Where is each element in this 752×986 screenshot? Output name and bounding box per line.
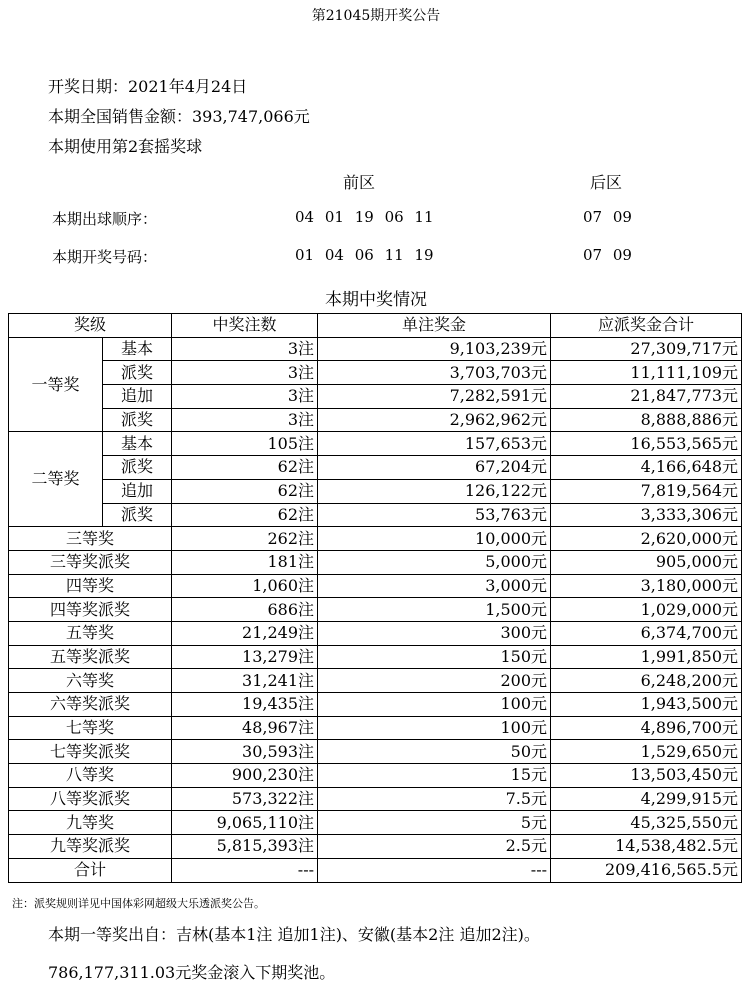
table-row bbox=[9, 764, 742, 788]
total-prize: 7,819,564元 bbox=[551, 479, 742, 503]
prize-level: 九等奖派奖 bbox=[9, 835, 172, 859]
unit-prize: 1,500元 bbox=[318, 598, 551, 622]
table-row bbox=[9, 716, 742, 740]
total-prize: 1,943,500元 bbox=[551, 693, 742, 717]
table-row bbox=[9, 811, 742, 835]
winning-numbers-front: 01 04 06 11 19 bbox=[295, 246, 434, 264]
total-prize: 4,896,700元 bbox=[551, 716, 742, 740]
total-prize: 2,620,000元 bbox=[551, 527, 742, 551]
win-count: 48,967注 bbox=[172, 716, 318, 740]
sub-level: 派奖 bbox=[103, 361, 172, 385]
sub-level: 追加 bbox=[103, 479, 172, 503]
back-zone-header: 后区 bbox=[590, 173, 623, 192]
draw-order-front: 04 01 19 06 11 bbox=[295, 208, 434, 226]
total-prize: 905,000元 bbox=[551, 550, 742, 574]
table-row bbox=[9, 669, 742, 693]
table-total-row bbox=[9, 858, 742, 882]
first-prize-origin: 本期一等奖出自：吉林(基本1注 追加1注)、安徽(基本2注 追加2注)。 bbox=[48, 925, 540, 944]
win-count: 573,322注 bbox=[172, 787, 318, 811]
table-row bbox=[9, 835, 742, 859]
win-count: 3注 bbox=[172, 385, 318, 409]
unit-prize: 2.5元 bbox=[318, 835, 551, 859]
table-row bbox=[9, 645, 742, 669]
prize-level: 三等奖派奖 bbox=[9, 550, 172, 574]
group-second-prize: 二等奖 bbox=[9, 432, 103, 527]
prize-level: 七等奖派奖 bbox=[9, 740, 172, 764]
win-count: 105注 bbox=[172, 432, 318, 456]
table-row bbox=[9, 432, 742, 456]
unit-prize: 3,000元 bbox=[318, 574, 551, 598]
prize-table bbox=[8, 313, 742, 883]
table-header-row bbox=[9, 314, 742, 338]
total-prize: 4,166,648元 bbox=[551, 456, 742, 480]
prize-level: 九等奖 bbox=[9, 811, 172, 835]
unit-prize: 300元 bbox=[318, 621, 551, 645]
total-prize: 1,029,000元 bbox=[551, 598, 742, 622]
win-count: 19,435注 bbox=[172, 693, 318, 717]
table-row bbox=[9, 408, 742, 432]
total-prize: 16,553,565元 bbox=[551, 432, 742, 456]
sub-level: 追加 bbox=[103, 385, 172, 409]
grand-total: 209,416,565.5元 bbox=[551, 858, 742, 882]
unit-prize: 7,282,591元 bbox=[318, 385, 551, 409]
prize-level: 六等奖 bbox=[9, 669, 172, 693]
footnote: 注：派奖规则详见中国体彩网超级大乐透派奖公告。 bbox=[12, 897, 265, 910]
prize-level: 四等奖派奖 bbox=[9, 598, 172, 622]
win-count: 31,241注 bbox=[172, 669, 318, 693]
win-count: 262注 bbox=[172, 527, 318, 551]
group-first-prize: 一等奖 bbox=[9, 337, 103, 432]
total-prize: 3,180,000元 bbox=[551, 574, 742, 598]
prize-level: 三等奖 bbox=[9, 527, 172, 551]
win-count: 1,060注 bbox=[172, 574, 318, 598]
sub-level: 基本 bbox=[103, 432, 172, 456]
header-level: 奖级 bbox=[9, 314, 172, 338]
win-count: 30,593注 bbox=[172, 740, 318, 764]
total-prize: 6,374,700元 bbox=[551, 621, 742, 645]
table-row bbox=[9, 456, 742, 480]
table-row bbox=[9, 787, 742, 811]
front-zone-header: 前区 bbox=[343, 173, 376, 192]
unit-prize: 100元 bbox=[318, 716, 551, 740]
ball-set: 本期使用第2套摇奖球 bbox=[48, 137, 203, 156]
unit-prize: 3,703,703元 bbox=[318, 361, 551, 385]
unit-prize: 126,122元 bbox=[318, 479, 551, 503]
win-count: 9,065,110注 bbox=[172, 811, 318, 835]
header-prize: 单注奖金 bbox=[318, 314, 551, 338]
table-row bbox=[9, 693, 742, 717]
table-row bbox=[9, 503, 742, 527]
winning-numbers-back: 07 09 bbox=[583, 246, 632, 264]
draw-date: 开奖日期：2021年4月24日 bbox=[48, 77, 248, 96]
unit-prize: 5,000元 bbox=[318, 550, 551, 574]
header-total: 应派奖金合计 bbox=[551, 314, 742, 338]
table-row bbox=[9, 337, 742, 361]
total-prize: 14,538,482.5元 bbox=[551, 835, 742, 859]
rollover-amount: 786,177,311.03元奖金滚入下期奖池。 bbox=[48, 963, 336, 982]
prize-level: 八等奖 bbox=[9, 764, 172, 788]
win-count: 900,230注 bbox=[172, 764, 318, 788]
win-count: 13,279注 bbox=[172, 645, 318, 669]
table-row bbox=[9, 621, 742, 645]
win-count: 3注 bbox=[172, 408, 318, 432]
win-count: 62注 bbox=[172, 479, 318, 503]
sub-level: 基本 bbox=[103, 337, 172, 361]
win-count: 3注 bbox=[172, 361, 318, 385]
sub-level: 派奖 bbox=[103, 456, 172, 480]
unit-prize: 15元 bbox=[318, 764, 551, 788]
total-prize: 13,503,450元 bbox=[551, 764, 742, 788]
table-row bbox=[9, 527, 742, 551]
total-label: 合计 bbox=[9, 858, 172, 882]
prize-level: 七等奖 bbox=[9, 716, 172, 740]
win-count: 3注 bbox=[172, 337, 318, 361]
table-row bbox=[9, 479, 742, 503]
sales-amount: 本期全国销售金额：393,747,066元 bbox=[48, 107, 310, 126]
win-count: 62注 bbox=[172, 456, 318, 480]
total-prize: 21,847,773元 bbox=[551, 385, 742, 409]
unit-prize: 200元 bbox=[318, 669, 551, 693]
draw-order-back: 07 09 bbox=[583, 208, 632, 226]
unit-prize: 50元 bbox=[318, 740, 551, 764]
sub-level: 派奖 bbox=[103, 408, 172, 432]
table-row bbox=[9, 385, 742, 409]
prize-level: 四等奖 bbox=[9, 574, 172, 598]
unit-prize: 10,000元 bbox=[318, 527, 551, 551]
page-title: 第21045期开奖公告 bbox=[311, 8, 441, 24]
win-count: 5,815,393注 bbox=[172, 835, 318, 859]
win-count: 686注 bbox=[172, 598, 318, 622]
prize-level: 五等奖派奖 bbox=[9, 645, 172, 669]
unit-prize: 7.5元 bbox=[318, 787, 551, 811]
table-row bbox=[9, 598, 742, 622]
unit-prize: 53,763元 bbox=[318, 503, 551, 527]
win-count: 21,249注 bbox=[172, 621, 318, 645]
total-prize: 27,309,717元 bbox=[551, 337, 742, 361]
table-row bbox=[9, 574, 742, 598]
prize-level: 五等奖 bbox=[9, 621, 172, 645]
unit-prize: --- bbox=[318, 858, 551, 882]
total-prize: 1,991,850元 bbox=[551, 645, 742, 669]
unit-prize: 67,204元 bbox=[318, 456, 551, 480]
total-prize: 4,299,915元 bbox=[551, 787, 742, 811]
unit-prize: 5元 bbox=[318, 811, 551, 835]
total-prize: 1,529,650元 bbox=[551, 740, 742, 764]
total-prize: 6,248,200元 bbox=[551, 669, 742, 693]
table-row bbox=[9, 740, 742, 764]
draw-order-label: 本期出球顺序： bbox=[52, 210, 158, 228]
win-count: --- bbox=[172, 858, 318, 882]
table-row bbox=[9, 361, 742, 385]
total-prize: 8,888,886元 bbox=[551, 408, 742, 432]
table-row bbox=[9, 550, 742, 574]
unit-prize: 157,653元 bbox=[318, 432, 551, 456]
header-count: 中奖注数 bbox=[172, 314, 318, 338]
sub-level: 派奖 bbox=[103, 503, 172, 527]
unit-prize: 100元 bbox=[318, 693, 551, 717]
unit-prize: 9,103,239元 bbox=[318, 337, 551, 361]
total-prize: 45,325,550元 bbox=[551, 811, 742, 835]
win-count: 181注 bbox=[172, 550, 318, 574]
total-prize: 3,333,306元 bbox=[551, 503, 742, 527]
unit-prize: 2,962,962元 bbox=[318, 408, 551, 432]
unit-prize: 150元 bbox=[318, 645, 551, 669]
prize-level: 八等奖派奖 bbox=[9, 787, 172, 811]
prize-level: 六等奖派奖 bbox=[9, 693, 172, 717]
winning-numbers-label: 本期开奖号码： bbox=[52, 248, 158, 266]
prize-section-title: 本期中奖情况 bbox=[325, 290, 427, 310]
total-prize: 11,111,109元 bbox=[551, 361, 742, 385]
win-count: 62注 bbox=[172, 503, 318, 527]
